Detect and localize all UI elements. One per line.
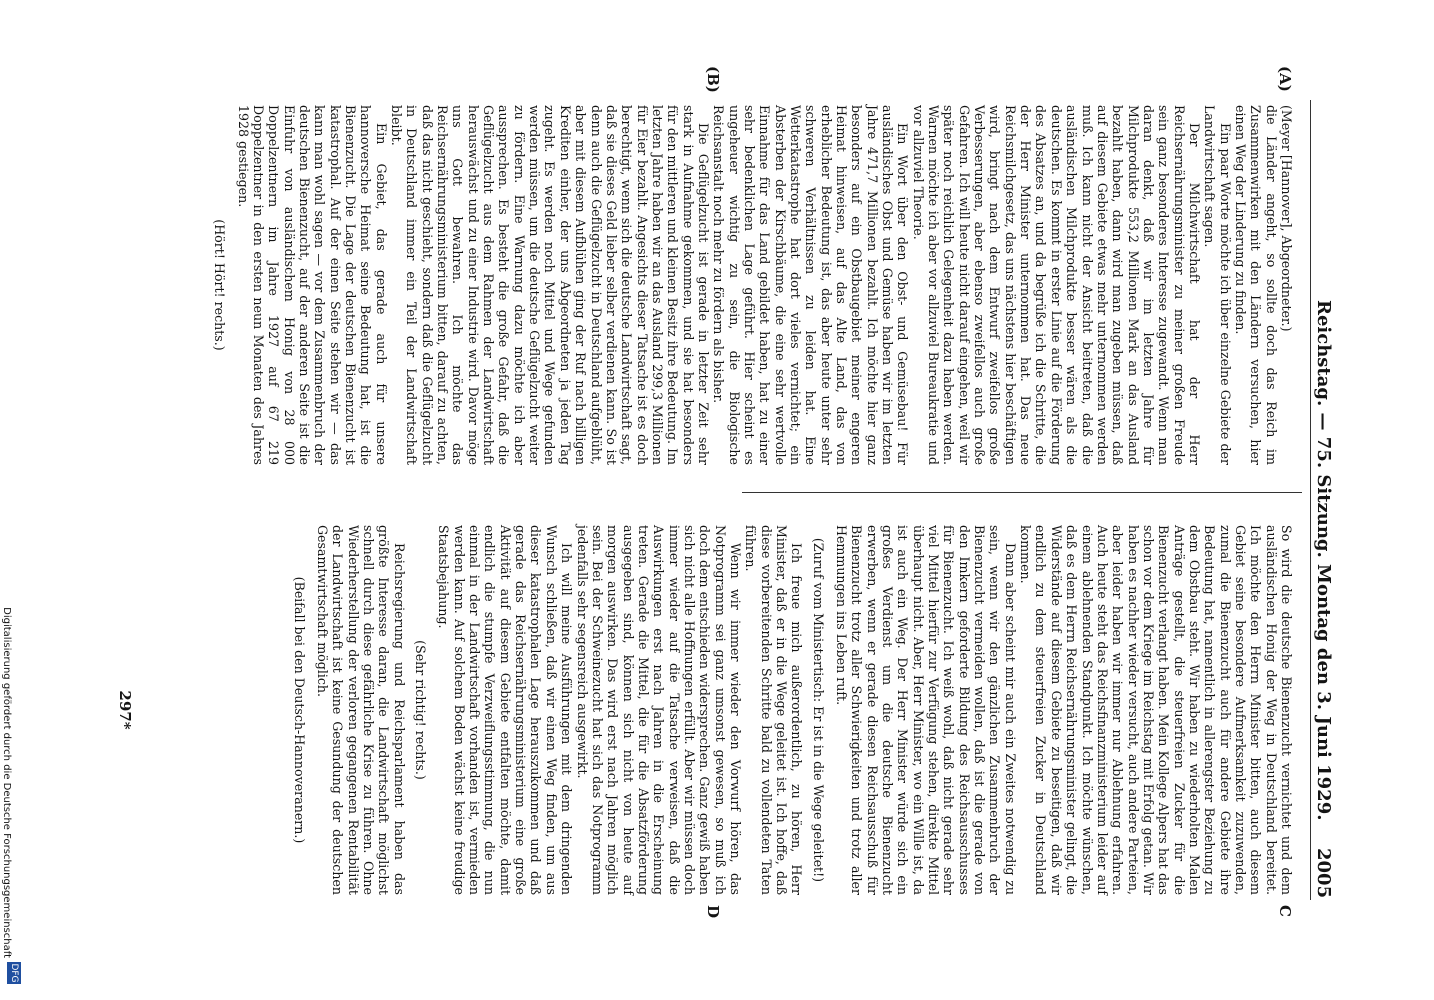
margin-mark-d: D (704, 905, 722, 919)
page-number: 2005 (1313, 848, 1334, 899)
left-column-paragraph: (Hört! Hört! rechts.) (212, 219, 228, 351)
right-column-paragraph: (Sehr richtig! rechts.) (413, 640, 429, 780)
margin-mark-c: C (1276, 905, 1294, 917)
left-column-paragraph: die Länder angeht, so sollte doch das Reich im Zusammenwirken mit den Ländern versuchen, hier einen Weg der Linderung zu finden. (1232, 105, 1279, 465)
left-column-paragraph: (Meyer [Hannover], Abgeordneter.) (1279, 105, 1294, 332)
right-column-paragraph: Dann aber scheint mir auch ein Zweites notwendig zu sein, wenn wir den gänzlichen Zusammenbruch der Bienenzucht vermeiden wollen, daß ist die gerade von den Imkern geforderte Bildung des Reichsausschusses für Bienenzucht. Ich weiß wohl, daß nicht gerade sehr viel Mittel hierfür zur Verfügung stehen, direkte Mittel überhaupt nicht. Aber, Herr Minister, wo ein Wille ist, da ist auch ein Weg. Der Herr Minister würde sich ein großes Verdienst um die deutsche Bienenzucht erwerben, wenn er gerade diesen Reichsausschuß für Bienenzucht trotz aller Schwierigkeiten und trotz aller Hemmungen ins Leben ruft. (834, 525, 1018, 895)
right-column-paragraph: (Beifall bei den Deutsch-Hannoveranern.) (291, 576, 307, 844)
left-column-paragraph: Ein paar Worte möchte ich über einzelne Gebiete der Landwirtschaft sagen. (1202, 105, 1233, 465)
left-column-paragraph: Der Milchwirtschaft hat der Herr Reichsernährungsminister zu meiner großen Freude sein ganz besonderes Interesse zugewandt. Wenn man daran denkt, daß wir im letzten Jahre für Milchprodukte 553,2 Millionen Mark an das Ausland bezahlt haben, dann wird man zugeben müssen, daß auf diesem Gebiete etwas mehr unternommen werden muß. Ich kann nicht der Ansicht beitreten, daß die ausländischen Milchprodukte besser wären als die deutschen. Es kommt in erster Linie auf die Förderung des Absatzes an, und da begrüße ich die Schritte, die der Herr Minister unternommen hat. Das neue Reichsmilchgesetz, das uns nächstens hier beschäftigen wird, bringt nach dem Entwurf zweifellos große Verbesserungen, aber ebenso zweifellos auch große Gefahren. Ich will heute nicht darauf eingehen, weil wir später noch reichlich Gelegenheit dazu haben werden. Warnen möchte ich aber vor allzuviel Bureaukratie und vor allzuviel Theorie. (910, 105, 1202, 465)
right-column-paragraph: So wird die deutsche Bienenzucht vernichtet und dem ausländischen Honig der Weg in Deutschland bereitet. Ich möchte den Herrn Minister bitten, auch diesem Gebiet seine besondere Aufmerksamkeit zuzuwenden, zumal die Bienenzucht auch für andere Gebiete ihre Bedeutung hat, namentlich in allerengster Beziehung zu dem Obstbau steht. Wir haben zu wiederholten Malen Anträge gestellt, die steuerfreien Zucker für die Bienenzucht verlangt haben. Mein Kollege Alpers hat das schon vor dem Kriege im Reichstag mit Erfolg getan. Wir haben es nachher wieder versucht, auch andere Parteien, aber leider haben wir immer nur Ablehnung erfahren. Auch heute steht das Reichsfinanzministerium leider auf einem ablehnenden Standpunkt. Ich möchte wünschen, daß es dem Herrn Reichsernährungsminister gelingt, die Widerstände auf diesem Gebiete zu beseitigen, daß wir endlich zu dem steuerfreien Zucker in Deutschland kommen. (1018, 525, 1294, 895)
header-rule (1310, 100, 1311, 900)
page-header: Reichstag. — 75. Sitzung. Montag den 3. Juni 1929. (1313, 300, 1334, 821)
left-column-paragraph: Ein Wort über den Obst- und Gemüsebau! Für ausländisches Obst und Gemüse haben wir im letzten Jahre 471,7 Millionen bezahlt. Ich möchte hier ganz besonders auf ein Obstbaugebiet meiner engeren Heimat hinweisen, auf das Alte Land, das von erheblicher Bedeutung ist, das aber heute unter sehr schweren Verhältnissen zu leiden hat. Eine Wetterkatastrophe hat dort vieles vernichtet; ein Absterben der Kirschbäume, die eine sehr wertvolle Einnahme für das Land gebildet haben, hat zu einer sehr bedenklichen Lage geführt. Hier scheint es ungeheuer wichtig zu sein, die Biologische Reichsanstalt noch mehr zu fördern als bisher. (711, 105, 911, 465)
margin-mark-b: (B) (704, 66, 722, 93)
page-signature: 297* (116, 690, 134, 730)
left-column-paragraph: Ein Gebiet, das gerade auch für unsere hannoversche Heimat seine Bedeutung hat, ist die Bienenzucht. Die Lage der deutschen Bienenzucht ist katastrophal. Auf der einen Seite stehen wir — das kann man wohl sagen — vor dem Zusammenbruch der deutschen Bienenzucht, auf der anderen Seite ist die Einfuhr von ausländischem Honig von 28 000 Doppelzentnern im Jahre 1927 auf 67 219 Doppelzentner in den ersten neun Monaten des Jahres 1928 gestiegen. (235, 105, 389, 465)
column-divider (742, 492, 1302, 493)
right-column-paragraph: Ich will meine Ausführungen mit dem dringenden Wunsch schließen, daß wir einen Weg finden, um aus dieser katastrophalen Lage herauszukommen und daß gerade das Reichsernährungsministerium eine große Aktivität auf diesem Gebiete entfalten möchte, damit endlich die stumpfe Verzweiflungsstimmung, die nun einmal in der Landwirtschaft vorhanden ist, vermieden werden kann. Auf solchem Boden wächst keine freudige Staatsbejahung. (436, 525, 575, 895)
margin-mark-a: (A) (1276, 66, 1294, 92)
right-column-paragraph: Ich freue mich außerordentlich, zu hören, Herr Minister, daß er in die Wege geleitet ist. Ich hoffe, daß diese vorbereitenden Schritte bald zu vollendeten Taten führen. (743, 525, 805, 895)
right-column-paragraph: (Zuruf vom Ministertisch: Er ist in die Wege geleitet!) (810, 537, 826, 883)
right-column (285, 525, 1294, 895)
right-column-paragraph: Reichsregierung und Reichsparlament haben das größte Interesse daran, die Landwirtschaft möglichst schnell durch diese gefährliche Krise zu führen. Ohne Wiederherstellung der verloren gegangenen Rentabilität der Landwirtschaft ist keine Gesundung der deutschen Gesamtwirtschaft möglich. (315, 525, 407, 895)
dfg-logo: DFG (9, 963, 19, 983)
digitization-footnote: Digitalisierung gefördert durch die Deutsche Forschungsgemeinschaft (1, 607, 12, 958)
left-column (206, 105, 1294, 465)
right-column-paragraph: Wenn wir immer wieder den Vorwurf hören, das Notprogramm sei ganz umsonst gewesen, so muß ich doch dem entschieden widersprechen. Ganz gewiß haben sich nicht alle Hoffnungen erfüllt. Aber wir müssen doch immer wieder auf die Tatsache verweisen, daß die Auswirkungen erst nach Jahren in die Erscheinung treten. Gerade die Mittel, die für die Absatzförderung ausgegeben sind, können sich nicht von heute auf morgen auswirken. Das wird erst nach Jahren möglich sein. Bei der Schweinezucht hat sich das Notprogramm jedenfalls sehr segensreich ausgewirkt. (574, 525, 743, 895)
left-column-paragraph: Die Geflügelzucht ist gerade in letzter Zeit sehr stark in Aufnahme gekommen, und sie hat besonders für den mittleren und kleinen Besitz ihre Bedeutung. Im letzten Jahre haben wir an das Ausland 299,3 Millionen für Eier bezahlt. Angesichts dieser Tatsache ist es doch berechtigt, wenn sich die deutsche Landwirtschaft sagt, daß sie dieses Geld lieber selber verdienen kann. So ist denn auch die Geflügelzucht in Deutschland aufgeblüht, aber mit diesem Aufblühen ging der Ruf nach billigen Krediten einher, der uns Abgeordneten ja jeden Tag zugeht. Es werden noch Mittel und Wege gefunden werden müssen, um die deutsche Geflügelzucht weiter zu fördern. Eine Warnung dazu möchte ich aber aussprechen. Es besteht die große Gefahr, daß die Geflügelzucht aus dem Rahmen der Landwirtschaft herauswächst und zu einer Industrie wird. Davor möge uns Gott bewahren. Ich möchte das Reichsernährungsministerium bitten, darauf zu achten, daß das nicht geschieht, sondern daß die Geflügelzucht in Deutschland immer ein Teil der Landwirtschaft bleibt. (389, 105, 711, 465)
